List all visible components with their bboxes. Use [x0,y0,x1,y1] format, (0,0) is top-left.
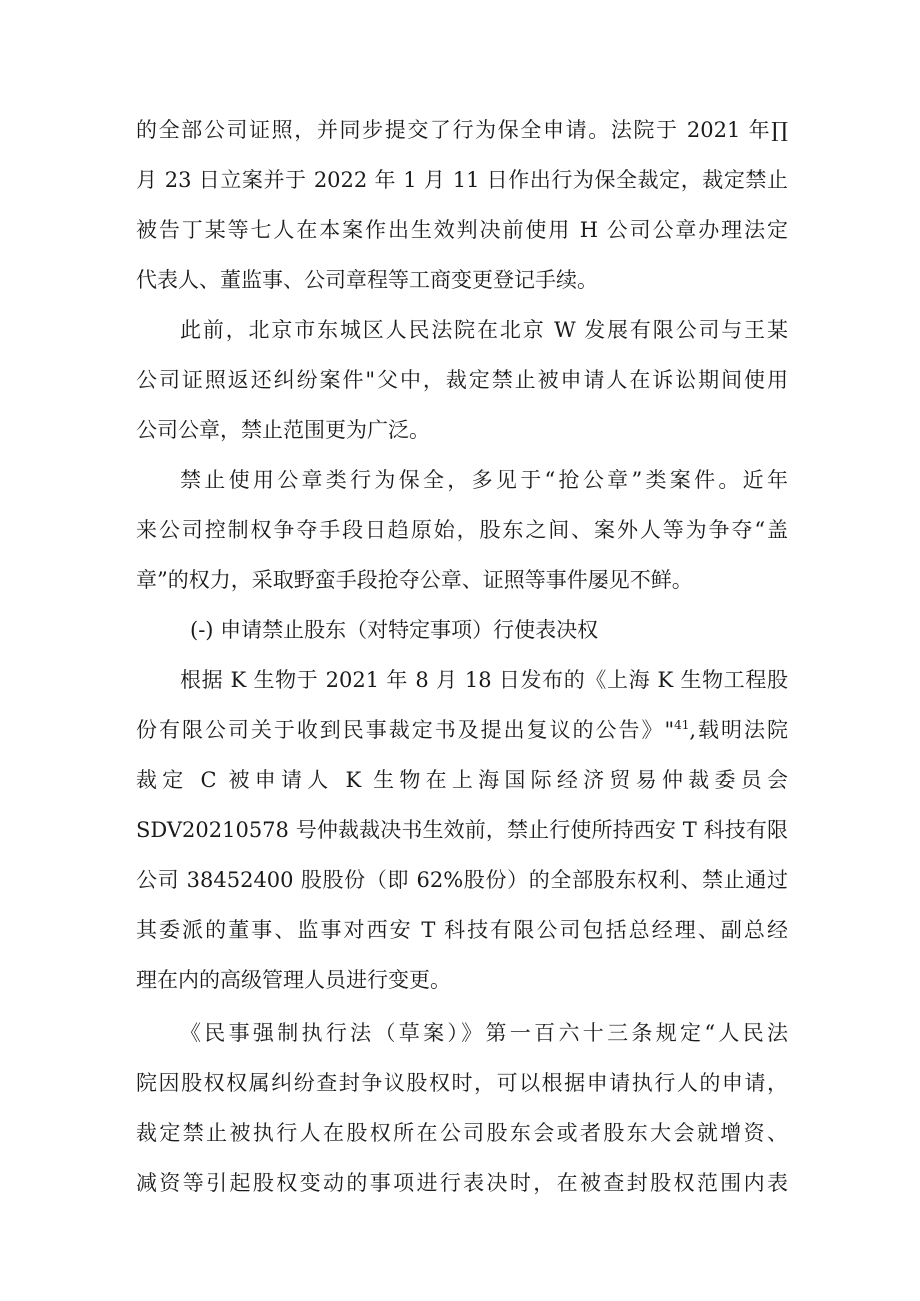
text-line-with-footnote [136,710,788,750]
text-line: 被告丁某等七人在本案作出生效判决前使用 H 公司公章办理法定 [136,218,788,242]
text-line: 章”的权力，采取野蛮手段抢夺公章、证照等事件屡见不鲜。 [136,568,693,592]
text-line: 公司证照返还纠纷案件"父中，裁定禁止被申请人在诉讼期间使用 [136,368,788,392]
text-line: 的全部公司证照，并同步提交了行为保全申请。法院于 2021 年∏ [136,118,788,142]
text-line: 其委派的董事、监事对西安 T 科技有限公司包括总经理、副总经 [136,918,788,942]
text-line: 裁定 C 被申请人 K 生物在上海国际经济贸易仲裁委员会 [136,768,788,792]
text-line: 代表人、董监事、公司章程等工商变更登记手续。 [136,268,598,292]
text-line: 院因股权权属纠纷查封争议股权时，可以根据申请执行人的申请， [136,1071,788,1095]
text-line: 此前，北京市东城区人民法院在北京 W 发展有限公司与王某 [180,318,788,342]
text-line: 根据 K 生物于 2021 年 8 月 18 日发布的《上海 K 生物工程股 [180,668,788,692]
text-line: 公司 38452400 股股份（即 62%股份）的全部股东权利、禁止通过 [136,868,788,892]
text-line: 减资等引起股权变动的事项进行表决时，在被查封股权范围内表 [136,1171,788,1195]
text-line: 来公司控制权争夺手段日趋原始，股东之间、案外人等为争夺“盖 [136,518,788,542]
text-segment: 份有限公司关于收到民事裁定书及提出复议的公告》" [136,718,675,742]
text-line: 《民事强制执行法（草案）》第一百六十三条规定“人民法 [180,1021,788,1045]
section-heading: (-) 申请禁止股东（对特定事项）行使表决权 [190,618,599,642]
text-line: 月 23 日立案并于 2022 年 1 月 11 日作出行为保全裁定，裁定禁止 [136,168,788,192]
text-line: SDV20210578 号仲裁裁决书生效前，禁止行使所持西安 T 科技有限 [136,818,788,842]
footnote-ref: 41 [674,718,690,732]
text-line: 公司公章，禁止范围更为广泛。 [136,418,430,442]
text-line: 理在内的高级管理人员进行变更。 [136,968,451,992]
text-segment: ,载明法院 [689,718,788,742]
text-line: 禁止使用公章类行为保全，多见于“抢公章”类案件。近年 [180,468,788,492]
text-line: 裁定禁止被执行人在股权所在公司股东会或者股东大会就增资、 [136,1121,788,1145]
